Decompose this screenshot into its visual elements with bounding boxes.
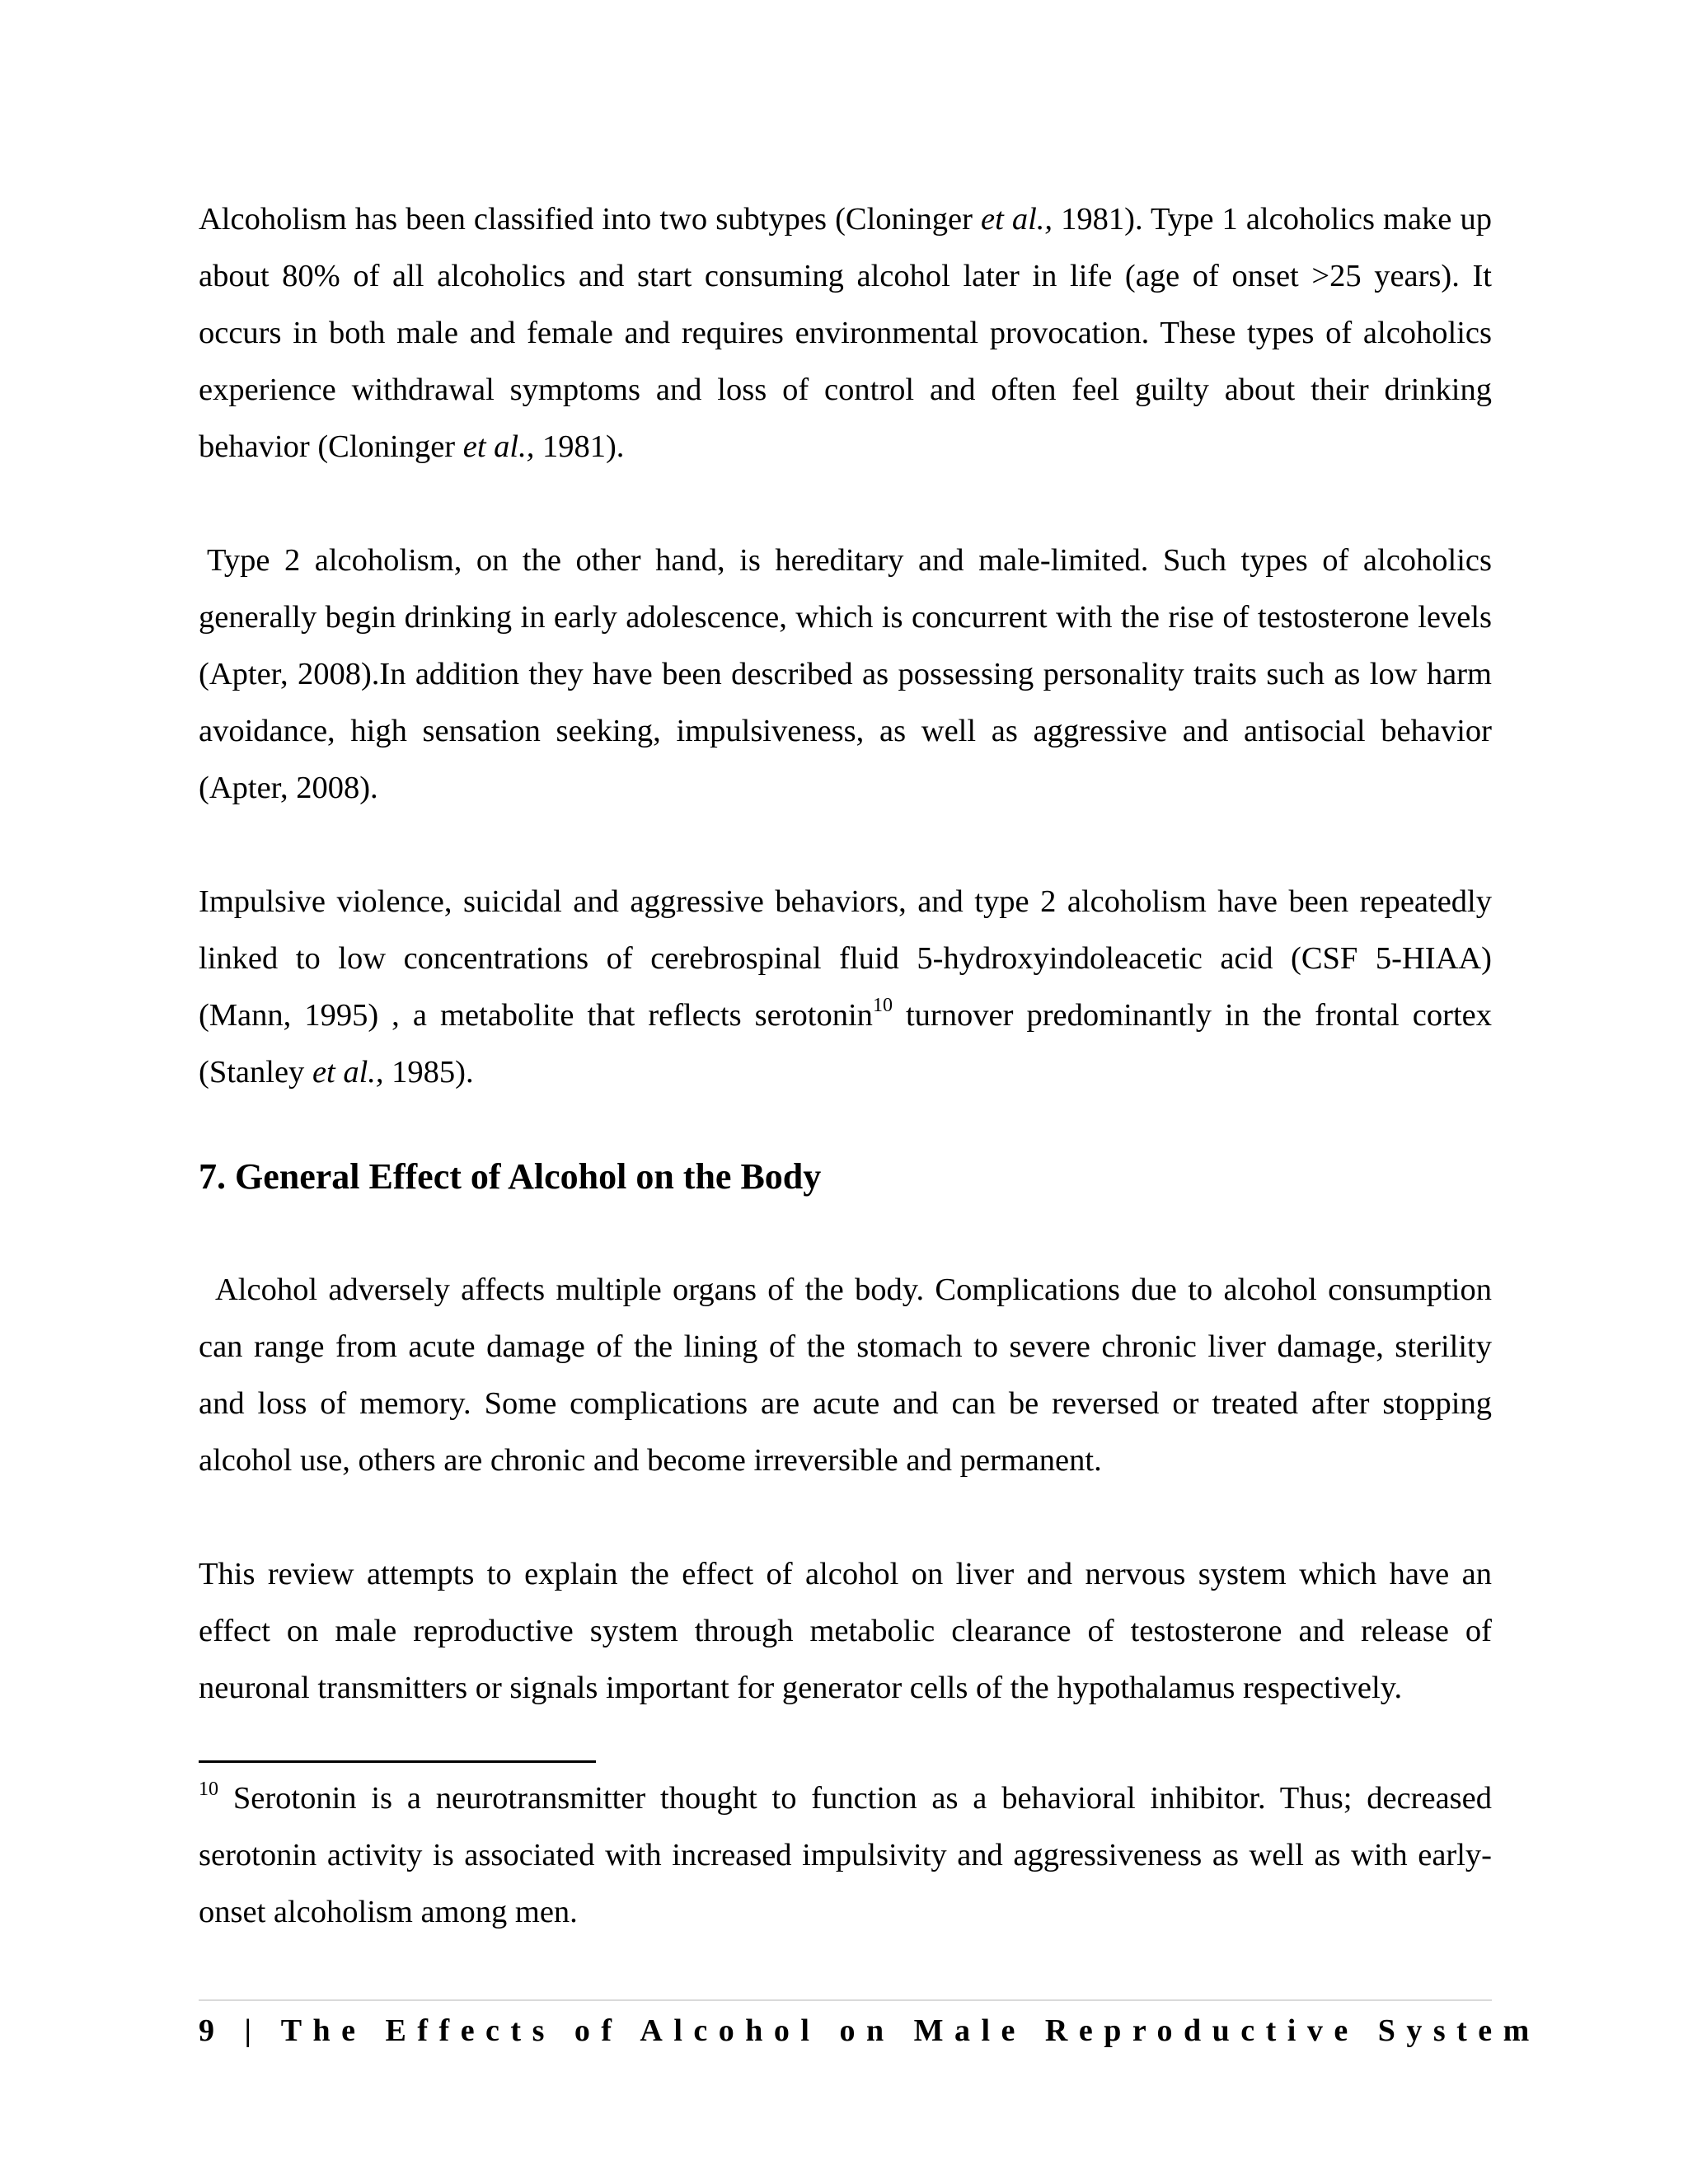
citation-et-al: et al., <box>312 1055 384 1090</box>
citation-et-al: et al., <box>462 429 535 464</box>
running-title: The Effects of Alcohol on Male Reproductive System <box>280 2013 1540 2048</box>
text-run: turnover predominantly in the frontal cortex (Stanley <box>199 998 1492 1090</box>
paragraph-alcoholism-subtypes <box>199 191 1492 476</box>
footnote-separator <box>199 1760 596 1763</box>
text-run: Impulsive violence, suicidal and aggressive behaviors, and type 2 alcoholism have been repeatedly linked to low concentrations of cerebrospinal fluid 5-hydroxyindoleacetic acid (CSF 5-HIAA) (Mann, 1995) , a metabolite that reflects serotonin <box>199 884 1492 1033</box>
paragraph-general-effect: Alcohol adversely affects multiple organs of the body. Complications due to alcohol consumption can range from acute damage of the lining of the stomach to severe chronic liver damage, sterility and loss of memory. Some complications are acute and can be reversed or treated after stopping alcohol use, others are chronic and become irreversible and permanent. <box>199 1272 1492 1478</box>
paragraph-review-scope: This review attempts to explain the effect of alcohol on liver and nervous system which have an effect on male reproductive system through metabolic clearance of testosterone and release of neuronal transmitters or signals important for generator cells of the hypothalamus respectively. <box>199 1557 1492 1705</box>
text-run: Alcoholism has been classified into two subtypes (Cloninger <box>199 202 981 237</box>
footnote-number: 10 <box>199 1779 218 1800</box>
footer-separator-bar: | <box>225 2013 281 2048</box>
footer-separator <box>199 1999 1492 2001</box>
document-body <box>199 191 1492 1717</box>
paragraph-impulsive-violence <box>199 874 1492 1101</box>
text-run: 1981). Type 1 alcoholics make up about 80% of all alcoholics and start consuming alcohol later in life (age of onset >25 years). It occurs in both male and female and requires environmental provocation. These types of alcoholics experience withdrawal symptoms and loss of control and often feel guilty about their drinking behavior (Cloninger <box>199 202 1492 464</box>
page-footer <box>199 2006 1540 2055</box>
footnote-reference[interactable]: 10 <box>872 995 893 1016</box>
citation-et-al: et al., <box>980 202 1053 237</box>
text-run: 1985). <box>383 1055 474 1090</box>
footnote-text: Serotonin is a neurotransmitter thought to function as a behavioral inhibitor. Thus; decreased serotonin activity is associated with increased impulsivity and aggressiveness as well as with early-onset alcoholism among men. <box>199 1781 1492 1929</box>
footnote <box>199 1770 1492 1941</box>
page-number: 9 <box>199 2013 226 2048</box>
section-heading: 7. General Effect of Alcohol on the Body <box>199 1156 822 1197</box>
paragraph-type2-alcoholism: Type 2 alcoholism, on the other hand, is hereditary and male-limited. Such types of alcoholics generally begin drinking in early adolescence, which is concurrent with the rise of testosterone levels (Apter, 2008).In addition they have been described as possessing personality traits such as low harm avoidance, high sensation seeking, impulsiveness, as well as aggressive and antisocial behavior (Apter, 2008). <box>199 543 1492 805</box>
text-run: 1981). <box>534 429 625 464</box>
